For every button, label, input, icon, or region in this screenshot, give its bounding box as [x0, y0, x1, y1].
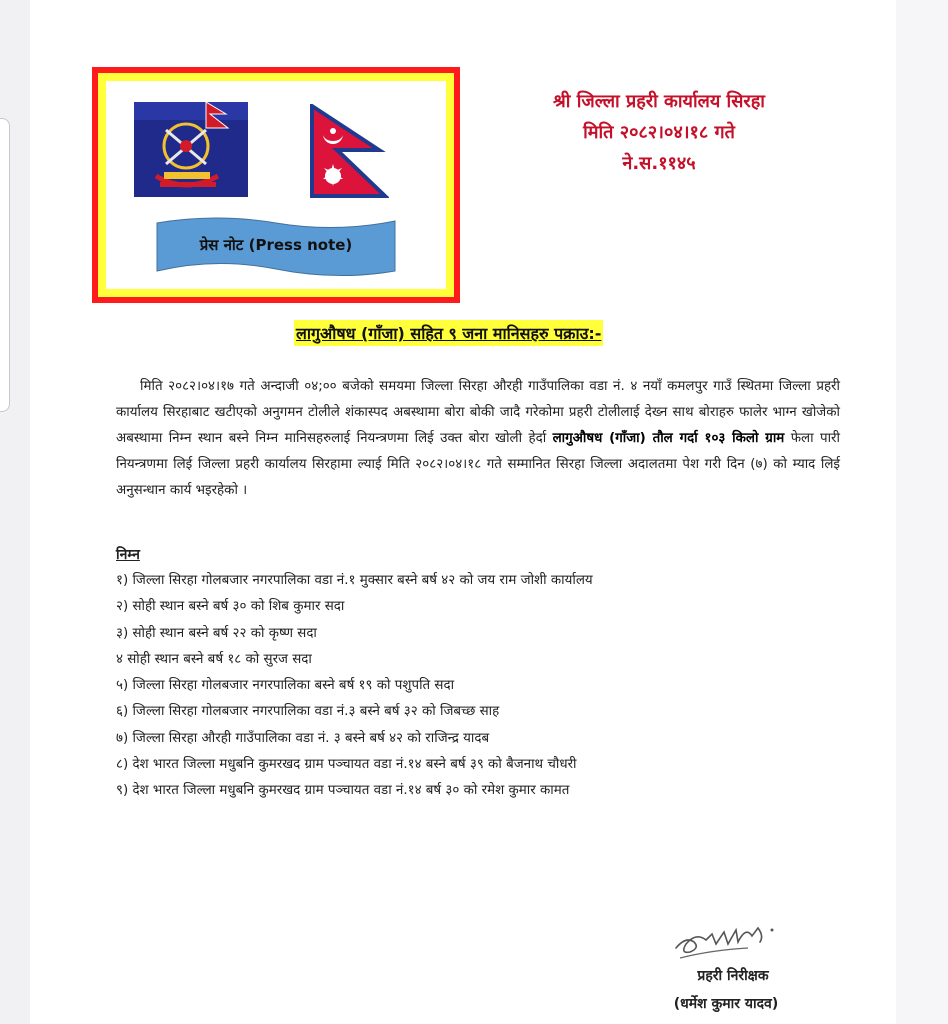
office-era-year: ने.स.११४५	[622, 153, 696, 174]
nepal-flag-icon	[309, 104, 389, 200]
nepal-police-emblem-icon	[134, 102, 248, 197]
handwritten-signature	[672, 918, 790, 962]
list-heading: निम्न	[116, 547, 140, 563]
list-item: २) सोही स्थान बस्ने बर्ष ३० को शिब कुमार सदा	[116, 599, 345, 615]
left-gutter	[0, 0, 30, 1024]
body-text-part2: फेला पारी नियन्त्रणमा लिई जिल्ला प्रहरी कार्यालय सिरहामा ल्याई मिति २०८२।०४।१८ गते सम्मानित सिरहा जिल्ला अदालतमा पेश गरी दिन (७) को म्याद लिई अनुसन्धान कार्य भइरहेको ।	[116, 431, 840, 498]
list-item: ४ सोही स्थान बस्ने बर्ष १८ को सुरज सदा	[116, 651, 312, 667]
headline: लागुऔषध (गाँजा) सहित ९ जना मानिसहरु पक्राउ:-	[294, 320, 603, 346]
office-date: मिति २०८२।०४।१८ गते	[583, 122, 735, 143]
right-gutter	[896, 0, 948, 1024]
list-item: ५) जिल्ला सिरहा गोलबजार नगरपालिका बस्ने बर्ष १९ को पशुपति सदा	[116, 678, 455, 694]
header-inner-panel	[106, 81, 446, 289]
list-item: १) जिल्ला सिरहा गोलबजार नगरपालिका वडा नं.१ मुक्सार बस्ने बर्ष ४२ को जय राम जोशी कार्यालय	[116, 573, 593, 588]
page-scroll-handle[interactable]	[0, 118, 10, 412]
signatory-title: प्रहरी निरीक्षक	[697, 968, 769, 984]
office-name: श्री जिल्ला प्रहरी कार्यालय सिरहा	[553, 91, 765, 112]
list-item: ७) जिल्ला सिरहा औरही गाउँपालिका वडा नं. ३ बस्ने बर्ष ४२ को राजिन्द्र यादब	[116, 730, 490, 746]
list-item: ९) देश भारत जिल्ला मधुबनि कुमरखद ग्राम पञ्चायत वडा नं.१४ बर्ष ३० को रमेश कुमार कामत	[116, 783, 570, 799]
body-bold-weight: तौल गर्दा १०३ किलो ग्राम	[645, 431, 785, 446]
arrested-persons-list	[116, 568, 836, 805]
body-text-part1: मिति २०८२।०४।१७ गते अन्दाजी ०४;०० बजेको समयमा जिल्ला सिरहा औरही गाउँपालिका वडा नं. ४ नयाँ कमलपुर गाउँ स्थितमा जिल्ला प्रहरी कार्यालय सिरहाबाट खटीएको अनुगमन टोलीले शंकास्पद अबस्थामा बोरा बोकी जादै गरेकोमा प्रहरी टोलीलाई देख्न साथ बोराहरु फालेर भाग्न खोजेको अबस्थामा निम्न स्थान बस्ने निम्न मानिसहरुलाई नियन्त्रणमा लिई उक्त बोरा खोली हेर्दा	[116, 379, 840, 446]
list-item: ८) देश भारत जिल्ला मधुबनि कुमरखद ग्राम पञ्चायत वडा नं.१४ बस्ने बर्ष ३९ को बैजनाथ चौधरी	[116, 757, 577, 773]
list-item: ३) सोही स्थान बस्ने बर्ष २२ को कृष्ण सदा	[116, 625, 317, 641]
office-info	[480, 86, 838, 179]
body-bold-drug: लागुऔषध (गाँजा)	[552, 431, 646, 446]
header-logo-box	[92, 67, 460, 303]
signatory-name: (धर्मेश कुमार यादव)	[673, 996, 779, 1012]
press-note-banner-label: प्रेस नोट (Press note)	[199, 235, 353, 254]
body-paragraph	[116, 374, 840, 504]
list-item: ६) जिल्ला सिरहा गोलबजार नगरपालिका वडा नं.३ बस्ने बर्ष ३२ को जिबच्छ साह	[116, 704, 500, 720]
